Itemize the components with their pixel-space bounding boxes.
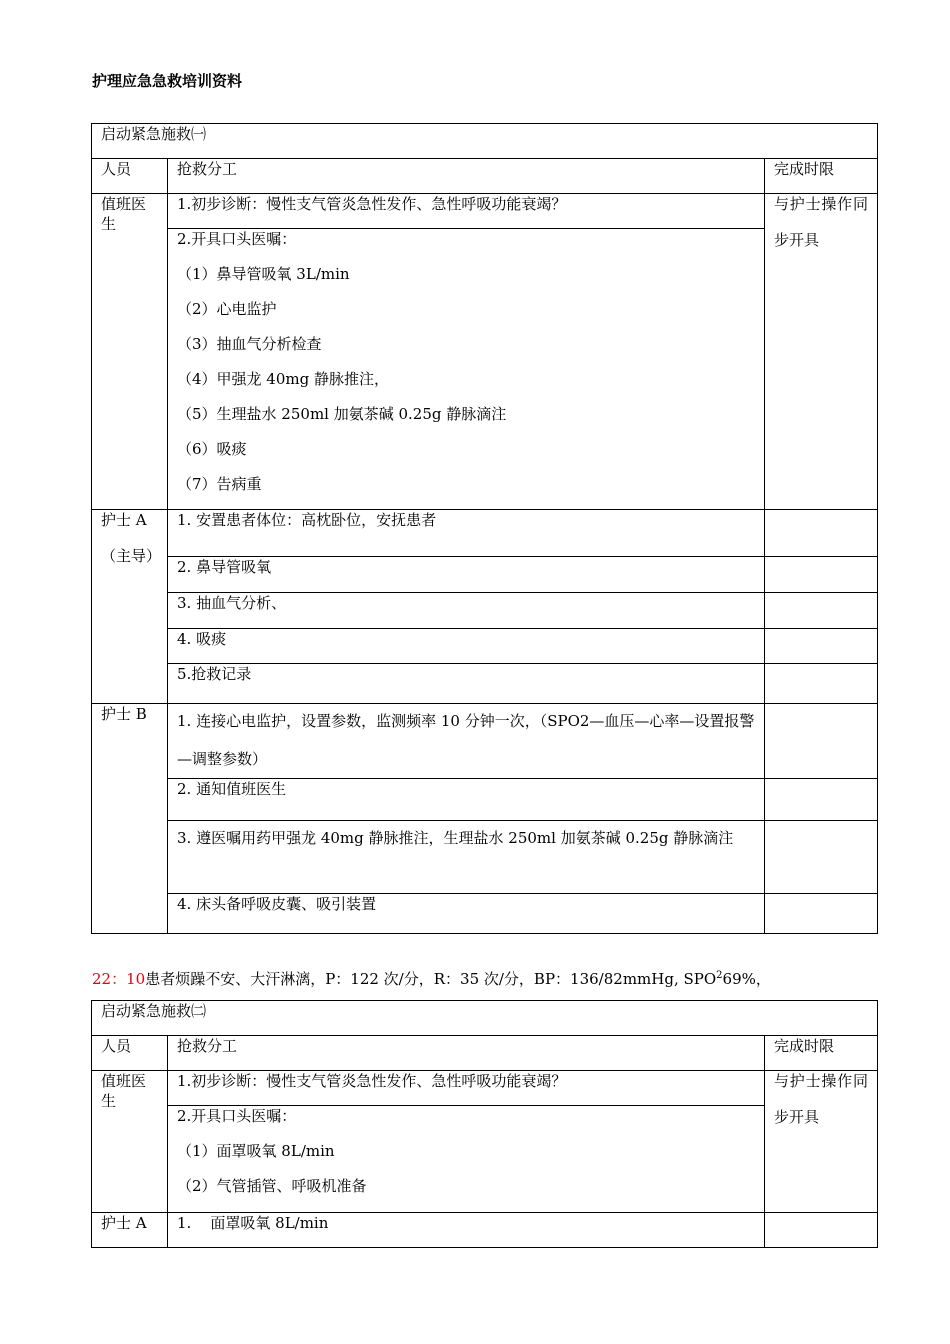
deadline-cell bbox=[764, 593, 877, 629]
orders-title: 2.开具口头医嘱： bbox=[177, 230, 297, 248]
order-item: （2）心电监护 bbox=[177, 300, 277, 318]
task-item: 4. 吸痰 bbox=[168, 629, 765, 664]
order-item: （3）抽血气分析检查 bbox=[177, 335, 322, 353]
deadline-line: 与护士操作同 bbox=[773, 195, 868, 213]
task-item: 2. 通知值班医生 bbox=[168, 779, 765, 821]
doctor-deadline bbox=[764, 194, 877, 510]
role-label: 护士 A bbox=[101, 511, 147, 529]
note-time: 22：10 bbox=[92, 970, 146, 988]
deadline-line: 步开具 bbox=[773, 1108, 819, 1126]
role-nurse-a bbox=[92, 510, 168, 704]
task-item: 2. 鼻导管吸氧 bbox=[168, 557, 765, 593]
rescue-table-1 bbox=[91, 123, 878, 934]
deadline-cell bbox=[764, 894, 877, 934]
task-item bbox=[168, 821, 765, 894]
document-title: 护理应急急救培训资料 bbox=[92, 72, 243, 90]
task-item: 4. 床头备呼吸皮囊、吸引装置 bbox=[168, 894, 765, 934]
order-item: （1）面罩吸氧 8L/min bbox=[177, 1142, 335, 1160]
deadline-cell bbox=[764, 779, 877, 821]
order-item: （1）鼻导管吸氧 3L/min bbox=[177, 265, 350, 283]
doctor-orders bbox=[168, 229, 765, 510]
order-item: （6）吸痰 bbox=[177, 440, 247, 458]
header-division: 抢救分工 bbox=[168, 1036, 765, 1071]
doctor-orders bbox=[168, 1106, 765, 1213]
order-item: （2）气管插管、呼吸机准备 bbox=[177, 1177, 367, 1195]
deadline-cell bbox=[764, 821, 877, 894]
task-item: 1. 面罩吸氧 8L/min bbox=[168, 1213, 765, 1248]
task-text: 3. 遵医嘱用药甲强龙 40mg 静脉推注，生理盐水 250ml 加氨茶碱 0.25g 静脉滴注 bbox=[177, 829, 734, 847]
header-deadline: 完成时限 bbox=[764, 1036, 877, 1071]
header-personnel: 人员 bbox=[92, 159, 168, 194]
doctor-deadline bbox=[764, 1071, 877, 1213]
role-doctor: 值班医生 bbox=[92, 1071, 168, 1213]
deadline-line: 与护士操作同 bbox=[773, 1072, 868, 1090]
role-nurse-a: 护士 A bbox=[92, 1213, 168, 1248]
role-nurse-b: 护士 B bbox=[92, 704, 168, 934]
role-sub-label: （主导） bbox=[101, 547, 162, 565]
vitals-note bbox=[92, 968, 771, 989]
order-item: （5）生理盐水 250ml 加氨茶碱 0.25g 静脉滴注 bbox=[177, 405, 507, 423]
deadline-cell bbox=[764, 704, 877, 779]
deadline-cell bbox=[764, 664, 877, 704]
header-deadline: 完成时限 bbox=[764, 159, 877, 194]
header-division: 抢救分工 bbox=[168, 159, 765, 194]
deadline-cell bbox=[764, 1213, 877, 1248]
deadline-cell bbox=[764, 629, 877, 664]
task-item: 5.抢救记录 bbox=[168, 664, 765, 704]
task-item bbox=[168, 704, 765, 779]
note-text: 患者烦躁不安、大汗淋漓，P：122 次/分，R：35 次/分，BP：136/82mmHg, SPO bbox=[145, 970, 717, 988]
note-tail: 69%， bbox=[722, 970, 771, 988]
order-item: （7）告病重 bbox=[177, 475, 262, 493]
table-caption: 启动紧急施救㈠ bbox=[92, 124, 878, 159]
deadline-line: 步开具 bbox=[773, 231, 819, 249]
rescue-table-2 bbox=[91, 1000, 878, 1248]
doctor-diagnosis: 1.初步诊断：慢性支气管炎急性发作、急性呼吸功能衰竭？ bbox=[168, 1071, 765, 1106]
deadline-cell bbox=[764, 557, 877, 593]
doctor-diagnosis: 1.初步诊断：慢性支气管炎急性发作、急性呼吸功能衰竭？ bbox=[168, 194, 765, 229]
order-item: （4）甲强龙 40mg 静脉推注， bbox=[177, 370, 389, 388]
deadline-cell bbox=[764, 510, 877, 557]
role-doctor: 值班医生 bbox=[92, 194, 168, 510]
header-personnel: 人员 bbox=[92, 1036, 168, 1071]
orders-title: 2.开具口头医嘱： bbox=[177, 1107, 297, 1125]
task-item: 3. 抽血气分析、 bbox=[168, 593, 765, 629]
table-caption: 启动紧急施救㈡ bbox=[92, 1001, 878, 1036]
note-sup: 2 bbox=[716, 970, 723, 981]
task-item: 1. 安置患者体位：高枕卧位，安抚患者 bbox=[168, 510, 765, 557]
task-text: 1. 连接心电监护，设置参数，监测频率 10 分钟一次，（SPO2—血压—心率—设置报警—调整参数） bbox=[177, 712, 755, 768]
